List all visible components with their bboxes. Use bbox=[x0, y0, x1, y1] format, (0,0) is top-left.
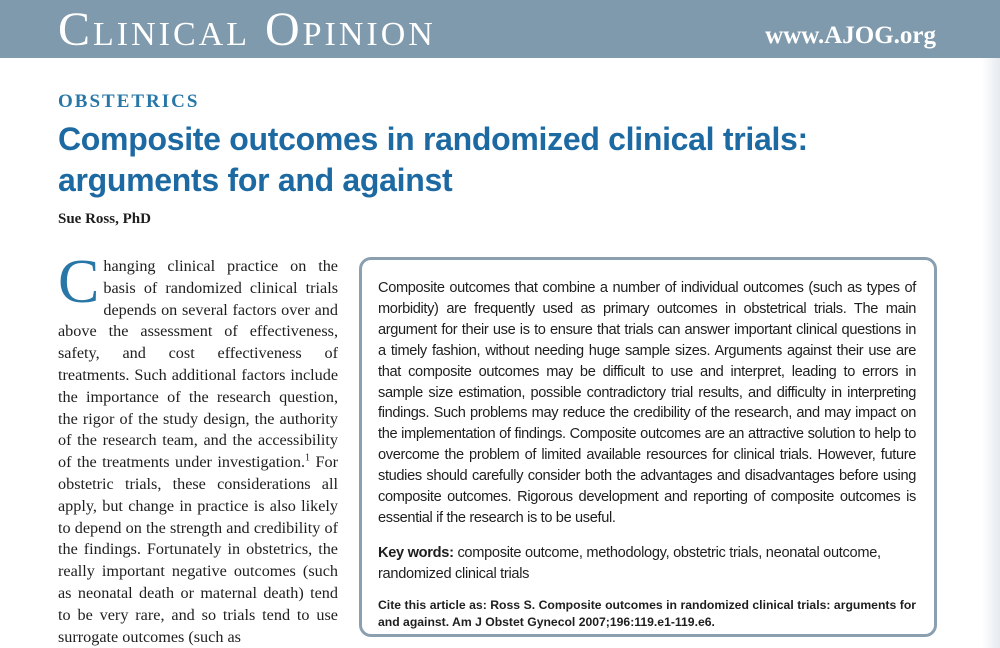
journal-section-title: Clinical Opinion bbox=[58, 3, 436, 56]
abstract-box bbox=[359, 257, 937, 637]
author-line: Sue Ross, PhD bbox=[58, 211, 151, 227]
body-text-column bbox=[58, 248, 338, 648]
footnote-reference[interactable]: 1 bbox=[305, 452, 311, 464]
article-title: Composite outcomes in randomized clinical trials: arguments for and against bbox=[58, 121, 808, 198]
keywords-label: Key words: bbox=[378, 544, 454, 561]
drop-cap: C bbox=[58, 248, 100, 316]
abstract-text: Composite outcomes that combine a number of individual outcomes (such as types of morbidity) are frequently used as primary outcomes in obstetrical trials. The main argument for their use is to ensure that trials can answer important clinical questions in a timely fashion, without needing huge sample sizes. Arguments against their use are that composite outcomes may be difficult to use and interpret, leading to errors in sample size estimation, possible contradictory trial results, and difficulty in interpreting findings. Such problems may reduce the credibility of the research, and may impact on the implementation of findings. Composite outcomes are an attractive solution to help to overcome the problem of limited available resources for clinical trials. However, future studies should carefully consider both the advantages and disadvantages before using composite outcomes. Rigorous development and reporting of composite outcomes is essential if the research is to be useful. bbox=[378, 280, 916, 526]
keywords-list: composite outcome, methodology, obstetric trials, neonatal outcome, randomized clinical trials bbox=[378, 544, 881, 582]
body-paragraph: hanging clinical practice on the basis of randomized clinical trials depends on several factors over and above the assessment of effectiveness, safety, and cost effectiveness of treatments. Such additional factors include the importance of the research question, the rigor of the study design, the authority of the research team, and the accessibility of the treatments under investigation. bbox=[58, 257, 338, 472]
section-label: OBSTETRICS bbox=[58, 91, 200, 112]
page-edge-shadow bbox=[982, 58, 1000, 648]
journal-banner bbox=[0, 0, 1000, 58]
journal-url[interactable]: www.AJOG.org bbox=[765, 22, 936, 49]
citation: Cite this article as: Ross S. Composite outcomes in randomized clinical trials: arguments for and against. Am J Obstet Gynecol 2007;196:119.e1-119.e6. bbox=[378, 597, 916, 630]
body-paragraph-continued: For obstetric trials, these considerations all apply, but change in practice is also likely to depend on the strength and credibility of the findings. Fortunately in obstetrics, the really important negative outcomes (such as neonatal death or maternal death) tend to be very rare, and so trials tend to use surrogate outcomes (such as bbox=[58, 453, 338, 646]
keywords bbox=[378, 543, 916, 585]
